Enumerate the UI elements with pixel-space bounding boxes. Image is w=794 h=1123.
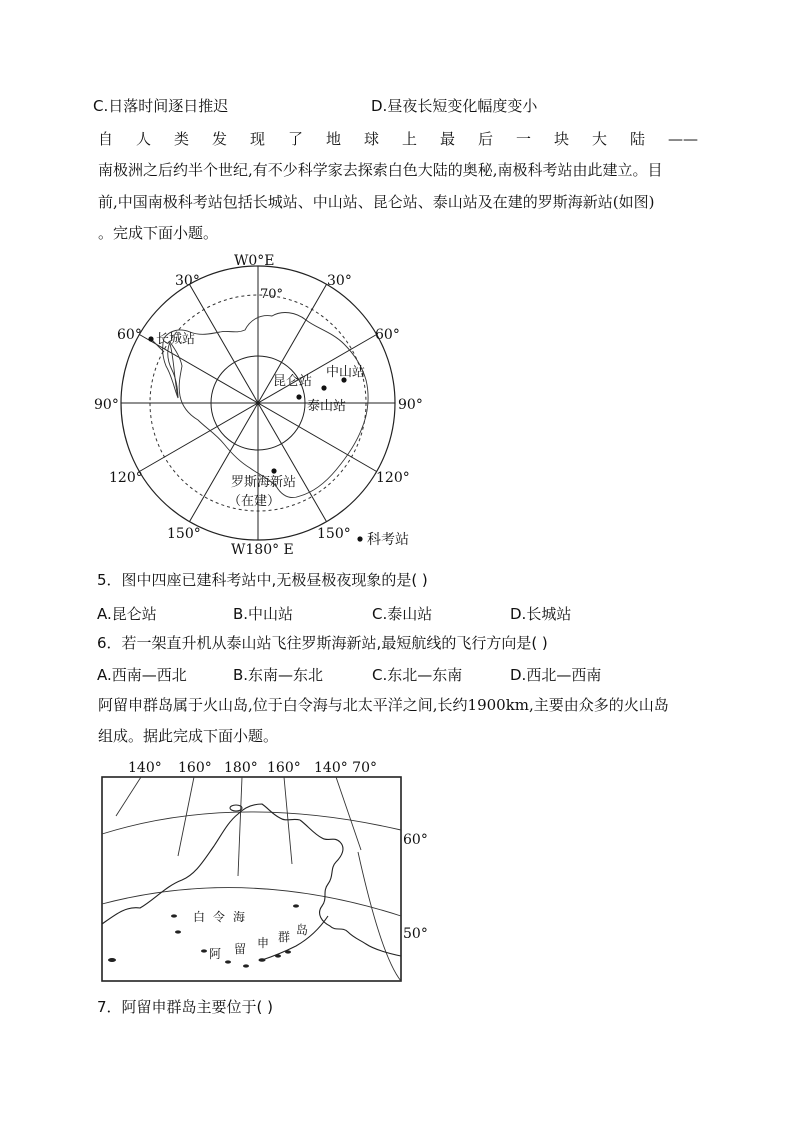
changcheng-station-dot [148,336,153,341]
intro1-line3: 前,中国南极科考站包括长城站、中山站、昆仑站、泰山站及在建的罗斯海新站(如图) [98,193,655,211]
map2-graticule [102,777,401,981]
rosssea-station-dot [271,468,276,473]
aleutian-char-3: 申 [257,936,270,950]
intro1-line1-char: 上 [402,130,418,148]
aleutian-map [96,756,436,988]
q7-stem: 7．阿留申群岛主要位于( ) [97,998,274,1016]
intro1-line1-char: 大 [592,130,608,148]
map2-lat-50-label: 50° [403,926,428,942]
lon-label-bottom-right: 150° [317,526,351,542]
map1-bottom-label: W180° E [231,542,294,558]
intro1-line1-char: —— [668,130,698,148]
lon-label-lower-right: 120° [376,470,410,486]
intro1-line1-char: 地 [326,130,342,148]
map2-lon-label-4: 160° [267,760,301,776]
intro1-line1-char: 最 [440,130,456,148]
aleutian-char-4: 群 [278,930,291,944]
map2-lon-label-5: 140° 70° [314,760,377,776]
map1-top-label: W0°E [234,253,275,269]
q6-option-b: B.东南—东北 [233,666,324,684]
map2-lon-label-1: 140° [128,760,162,776]
intro1-line1-char: 一 [516,130,532,148]
bering-sea-char-1: 白 [193,910,206,924]
intro1-line1-char: 人 [136,130,152,148]
q5-option-b: B.中山站 [233,605,294,623]
q6-stem: 6．若一架直升机从泰山站飞往罗斯海新站,最短航线的飞行方向是( ) [97,634,548,652]
q6-option-d: D.西北—西南 [510,666,602,684]
st-lawrence-island [230,805,242,811]
intro1-line1-char: 自 [98,130,114,148]
lon-label-top-right: 30° [327,273,352,289]
map2-lat-60-label: 60° [403,832,428,848]
map1-lat-70-label: 70° [260,287,284,302]
zhongshan-station-label: 中山站 [326,365,366,380]
kunlun-station-dot [321,385,326,390]
map2-lon-label-2: 160° [178,760,212,776]
taishan-station-dot [296,394,301,399]
lon-label-upper-right: 60° [375,327,400,343]
q5-option-d: D.长城站 [510,605,572,623]
q6-option-a: A.西南—西北 [97,666,187,684]
bering-sea-char-3: 海 [233,910,246,924]
legend-label: 科考站 [367,532,409,548]
aleutian-char-1: 阿 [209,947,222,961]
lon-label-upper-left: 60° [117,327,142,343]
map2-coastline-peninsula [262,916,328,960]
map2-coastline-asia [102,804,300,924]
aleutian-char-5: 岛 [296,923,309,937]
intro1-line1-char: 球 [364,130,380,148]
q4-option-d: D.昼夜长短变化幅度变小 [371,97,538,115]
rosssea-station-note: （在建） [228,494,281,509]
lon-label-bottom-left: 150° [167,526,201,542]
lon-label-top-left: 30° [175,273,200,289]
intro1-line1-char: 后 [478,130,494,148]
q5-stem: 5．图中四座已建科考站中,无极昼极夜现象的是( ) [97,571,428,589]
intro1-line1-char: 类 [174,130,190,148]
lon-label-left: 90° [94,397,119,413]
legend-dot [357,536,362,541]
intro1-line1-char: 块 [554,130,570,148]
intro1-line1-char: 陆 [630,130,646,148]
q5-option-a: A.昆仑站 [97,605,157,623]
intro2-line1: 阿留申群岛属于火山岛,位于白令海与北太平洋之间,长约1900km,主要由众多的火山岛 [98,696,669,714]
taishan-station-label: 泰山站 [307,399,347,414]
intro1-line1 [98,129,698,149]
rosssea-station-label: 罗斯海新站 [231,475,297,490]
lon-label-right: 90° [398,397,423,413]
intro1-line2: 南极洲之后约半个世纪,有不少科学家去探索白色大陆的奥秘,南极科考站由此建立。目 [98,161,663,179]
map2-lon-label-3: 180° [224,760,258,776]
map2-coastline-alaska [300,820,401,956]
changcheng-station-label: 长城站 [156,332,196,347]
aleutian-char-2: 留 [234,942,247,956]
bering-sea-char-2: 令 [213,910,226,924]
intro2-line2: 组成。据此完成下面小题。 [98,727,279,745]
intro1-line1-char: 现 [250,130,266,148]
antarctica-map [94,248,430,564]
intro1-line4: 。完成下面小题。 [98,224,219,242]
map2-frame [102,777,401,981]
q6-option-c: C.东北—东南 [372,666,463,684]
q4-option-c: C.日落时间逐日推迟 [93,97,229,115]
intro1-line1-char: 了 [288,130,304,148]
lon-label-lower-left: 120° [109,470,143,486]
kunlun-station-label: 昆仑站 [273,374,313,389]
intro1-line1-char: 发 [212,130,228,148]
q5-option-c: C.泰山站 [372,605,433,623]
